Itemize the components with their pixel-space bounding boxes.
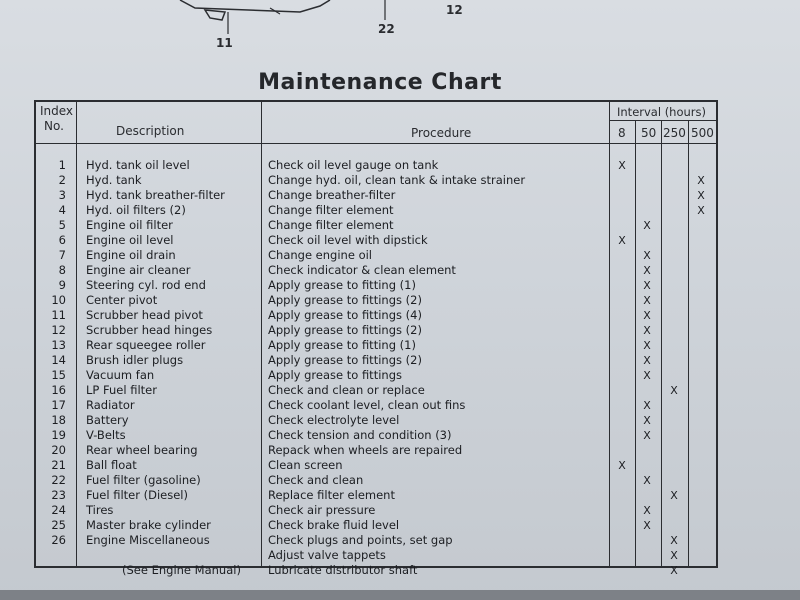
- row-description: Scrubber head pivot: [86, 308, 203, 322]
- row-procedure: Repack when wheels are repaired: [268, 443, 463, 457]
- interval-mark-250: X: [670, 384, 678, 397]
- table-row: [36, 248, 716, 263]
- interval-mark-50: X: [643, 249, 651, 262]
- interval-mark-8: X: [618, 159, 626, 172]
- table-row: [36, 308, 716, 323]
- interval-mark-250: X: [670, 489, 678, 502]
- table-row: [36, 398, 716, 413]
- row-description: Hyd. tank breather-filter: [86, 188, 225, 202]
- row-index: 1: [58, 158, 66, 172]
- interval-mark-250: X: [670, 534, 678, 547]
- row-index: 15: [51, 368, 66, 382]
- row-procedure: Change filter element: [268, 218, 394, 232]
- row-description: Rear wheel bearing: [86, 443, 198, 457]
- row-index: 6: [58, 233, 66, 247]
- row-index: 22: [51, 473, 66, 487]
- table-row: [36, 563, 716, 578]
- row-procedure: Check brake fluid level: [268, 518, 400, 532]
- callout-11: 11: [216, 36, 233, 50]
- row-index: 14: [51, 353, 66, 367]
- row-index: 23: [51, 488, 66, 502]
- row-procedure: Check electrolyte level: [268, 413, 400, 427]
- header-interval: Interval (hours): [617, 105, 707, 119]
- interval-mark-50: X: [643, 369, 651, 382]
- table-row: [36, 458, 716, 473]
- row-procedure: Apply grease to fittings (2): [268, 323, 422, 337]
- table-row: [36, 338, 716, 353]
- row-index: 8: [58, 263, 66, 277]
- interval-mark-50: X: [643, 339, 651, 352]
- row-index: 5: [58, 218, 66, 232]
- interval-mark-8: X: [618, 234, 626, 247]
- row-index: 19: [51, 428, 66, 442]
- table-row: [36, 203, 716, 218]
- row-description: Battery: [86, 413, 129, 427]
- row-description: Hyd. tank: [86, 173, 142, 187]
- header-interval-8: 8: [618, 126, 626, 140]
- row-procedure: Apply grease to fittings (4): [268, 308, 422, 322]
- table-row: [36, 218, 716, 233]
- row-index: 18: [51, 413, 66, 427]
- row-description: Engine air cleaner: [86, 263, 191, 277]
- interval-mark-50: X: [643, 219, 651, 232]
- row-procedure: Clean screen: [268, 458, 343, 472]
- callout-12: 12: [446, 3, 463, 17]
- row-procedure: Change hyd. oil, clean tank & intake strainer: [268, 173, 526, 187]
- header-interval-250: 250: [663, 126, 686, 140]
- machine-diagram-fragment: [0, 0, 800, 60]
- row-procedure: Lubricate distributor shaft: [268, 563, 418, 577]
- table-row: [36, 293, 716, 308]
- table-row: [36, 533, 716, 548]
- row-procedure: Change filter element: [268, 203, 394, 217]
- row-procedure: Change breather-filter: [268, 188, 396, 202]
- callout-22: 22: [378, 22, 395, 36]
- row-procedure: Check and clean or replace: [268, 383, 425, 397]
- row-index: 13: [51, 338, 66, 352]
- row-index: 26: [51, 533, 66, 547]
- interval-mark-500: X: [697, 174, 705, 187]
- row-index: 16: [51, 383, 66, 397]
- row-description: Center pivot: [86, 293, 158, 307]
- table-row: [36, 488, 716, 503]
- row-procedure: Check oil level with dipstick: [268, 233, 428, 247]
- header-index-line1: Index: [40, 104, 74, 118]
- row-description: LP Fuel filter: [86, 383, 157, 397]
- row-index: 12: [51, 323, 66, 337]
- row-description: Radiator: [86, 398, 135, 412]
- row-procedure: Check oil level gauge on tank: [268, 158, 439, 172]
- interval-mark-500: X: [697, 189, 705, 202]
- row-description: (See Engine Manual): [122, 563, 241, 577]
- row-description: Ball float: [86, 458, 137, 472]
- row-description: Master brake cylinder: [86, 518, 211, 532]
- table-row: [36, 503, 716, 518]
- row-index: 25: [51, 518, 66, 532]
- interval-mark-50: X: [643, 429, 651, 442]
- row-index: 7: [58, 248, 66, 262]
- row-description: Rear squeegee roller: [86, 338, 206, 352]
- row-index: 24: [51, 503, 66, 517]
- row-description: Scrubber head hinges: [86, 323, 213, 337]
- interval-mark-50: X: [643, 354, 651, 367]
- table-row: [36, 443, 716, 458]
- table-row: [36, 353, 716, 368]
- row-description: Fuel filter (gasoline): [86, 473, 201, 487]
- header-interval-50: 50: [641, 126, 657, 140]
- chart-title: Maintenance Chart: [258, 70, 502, 95]
- table-row: [36, 428, 716, 443]
- row-procedure: Apply grease to fittings (2): [268, 353, 422, 367]
- row-index: 4: [58, 203, 66, 217]
- interval-mark-250: X: [670, 564, 678, 577]
- table-row: [36, 548, 716, 563]
- table-row: [36, 173, 716, 188]
- row-description: V-Belts: [86, 428, 126, 442]
- interval-mark-50: X: [643, 504, 651, 517]
- header-description: Description: [116, 124, 185, 138]
- row-description: Engine Miscellaneous: [86, 533, 210, 547]
- interval-mark-500: X: [697, 204, 705, 217]
- row-description: Hyd. oil filters (2): [86, 203, 186, 217]
- table-row: [36, 188, 716, 203]
- row-index: 21: [51, 458, 66, 472]
- interval-mark-50: X: [643, 294, 651, 307]
- row-procedure: Check plugs and points, set gap: [268, 533, 453, 547]
- interval-mark-50: X: [643, 324, 651, 337]
- row-index: 10: [51, 293, 66, 307]
- interval-mark-50: X: [643, 474, 651, 487]
- row-description: Engine oil drain: [86, 248, 176, 262]
- header-interval-500: 500: [691, 126, 714, 140]
- row-index: 9: [58, 278, 66, 292]
- row-index: 3: [58, 188, 66, 202]
- table-row: [36, 383, 716, 398]
- table-row: [36, 518, 716, 533]
- table-row: [36, 263, 716, 278]
- table-row: [36, 233, 716, 248]
- row-description: Steering cyl. rod end: [86, 278, 206, 292]
- row-description: Brush idler plugs: [86, 353, 184, 367]
- row-description: Fuel filter (Diesel): [86, 488, 188, 502]
- maintenance-table: [34, 100, 718, 577]
- row-procedure: Apply grease to fitting (1): [268, 278, 416, 292]
- row-description: Hyd. tank oil level: [86, 158, 190, 172]
- row-description: Vacuum fan: [86, 368, 155, 382]
- row-procedure: Check and clean: [268, 473, 364, 487]
- row-description: Tires: [86, 503, 114, 517]
- interval-mark-50: X: [643, 279, 651, 292]
- table-row: [36, 473, 716, 488]
- table-row: [36, 323, 716, 338]
- row-procedure: Apply grease to fittings (2): [268, 293, 422, 307]
- interval-mark-50: X: [643, 414, 651, 427]
- interval-mark-250: X: [670, 549, 678, 562]
- interval-mark-50: X: [643, 519, 651, 532]
- row-description: Engine oil level: [86, 233, 174, 247]
- row-procedure: Check coolant level, clean out fins: [268, 398, 466, 412]
- table-row: [36, 278, 716, 293]
- row-index: 11: [51, 308, 66, 322]
- interval-mark-50: X: [643, 309, 651, 322]
- row-description: Engine oil filter: [86, 218, 173, 232]
- interval-mark-50: X: [643, 399, 651, 412]
- table-row: [36, 413, 716, 428]
- row-procedure: Check indicator & clean element: [268, 263, 456, 277]
- row-procedure: Check tension and condition (3): [268, 428, 452, 442]
- row-index: 17: [51, 398, 66, 412]
- row-procedure: Replace filter element: [268, 488, 395, 502]
- row-procedure: Apply grease to fitting (1): [268, 338, 416, 352]
- header-index-line2: No.: [44, 119, 64, 133]
- row-procedure: Adjust valve tappets: [268, 548, 386, 562]
- frame-edge: [0, 590, 800, 600]
- table-row: [36, 368, 716, 383]
- row-procedure: Apply grease to fittings: [268, 368, 402, 382]
- row-procedure: Check air pressure: [268, 503, 376, 517]
- row-index: 2: [58, 173, 66, 187]
- row-index: 20: [51, 443, 66, 457]
- row-procedure: Change engine oil: [268, 248, 372, 262]
- table-row: [36, 158, 716, 173]
- header-procedure: Procedure: [411, 126, 472, 140]
- interval-mark-8: X: [618, 459, 626, 472]
- interval-mark-50: X: [643, 264, 651, 277]
